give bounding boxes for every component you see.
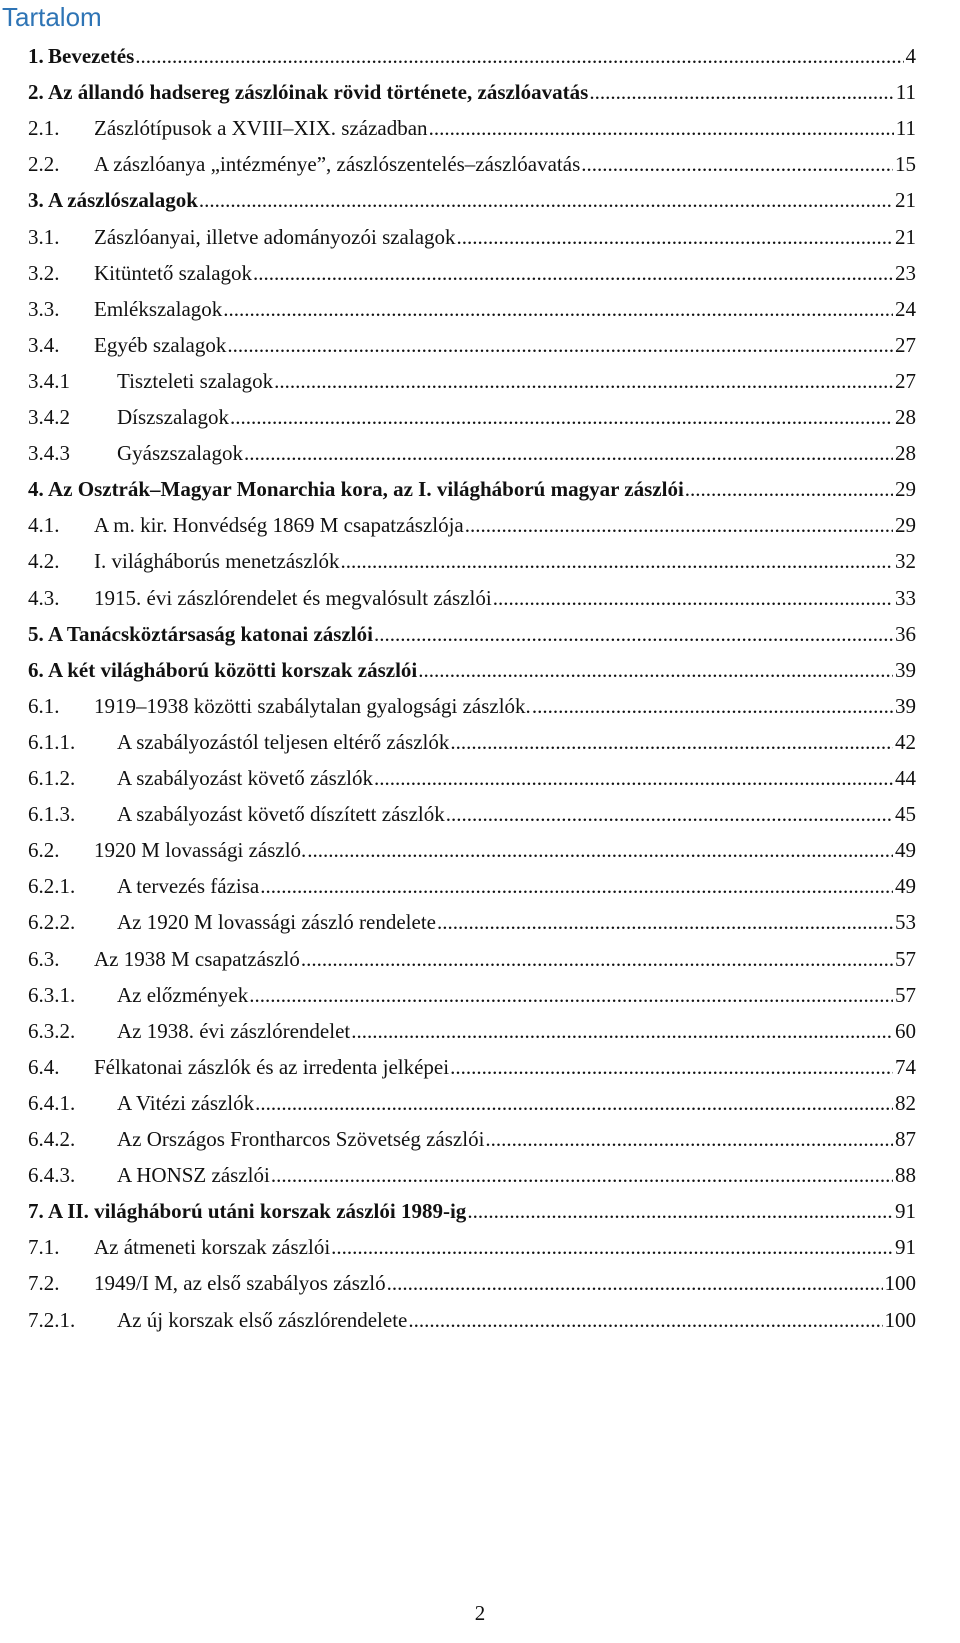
toc-entry-line xyxy=(117,977,916,1013)
toc-entry-number: 7.2. xyxy=(28,1271,60,1296)
toc-entry[interactable] xyxy=(0,1265,960,1301)
toc-entry-number: 6.4.2. xyxy=(28,1127,76,1151)
toc-entry-number: 3.4.2 xyxy=(28,405,70,429)
toc-entry-line xyxy=(48,74,916,110)
toc-entry-line xyxy=(94,543,916,579)
toc-entry-number: 6.1. xyxy=(28,693,60,718)
toc-entry-number: 5. xyxy=(28,621,44,646)
toc-entry-number: 6.1.1. xyxy=(28,729,76,754)
toc-entry[interactable] xyxy=(0,255,960,291)
toc-dot-leader xyxy=(260,868,893,904)
toc-dot-leader xyxy=(271,1157,893,1193)
toc-entry-number: 6. xyxy=(28,657,44,682)
toc-entry-number: 6.4. xyxy=(28,1054,60,1079)
toc-entry-title: 1919–1938 közötti szabálytalan gyalogsági zászlók. xyxy=(94,693,531,718)
toc-entry-line xyxy=(48,652,916,688)
toc-dot-leader xyxy=(467,1193,893,1229)
toc-entry-line xyxy=(117,796,916,832)
toc-dot-leader xyxy=(418,652,893,688)
toc-entry[interactable] xyxy=(0,38,960,74)
toc-entry-page: 45 xyxy=(895,802,916,827)
toc-dot-leader xyxy=(253,255,893,291)
toc-entry-page: 91 xyxy=(895,1199,916,1224)
toc-entry-title: A Vitézi zászlók xyxy=(117,1090,255,1115)
toc-entry-number: 1. xyxy=(28,44,44,68)
toc-dot-leader xyxy=(341,543,894,579)
toc-entry-title: Az 1938 M csapatzászló xyxy=(94,946,300,971)
toc-entry-line xyxy=(94,327,916,363)
toc-entry-page: 27 xyxy=(895,368,916,393)
toc-dot-leader xyxy=(589,74,893,110)
toc-entry-page: 42 xyxy=(895,729,916,754)
toc-entry[interactable] xyxy=(0,868,960,904)
toc-entry-line xyxy=(117,904,916,940)
toc-entry-number: 4.3. xyxy=(28,585,60,610)
toc-entry-number: 3. xyxy=(28,188,44,213)
toc-entry-page: 100 xyxy=(884,1271,916,1296)
toc-entry-number: 3.4.1 xyxy=(28,368,70,393)
toc-dot-leader xyxy=(135,38,903,74)
toc-entry[interactable] xyxy=(0,977,960,1013)
toc-dot-leader xyxy=(351,1013,893,1049)
toc-entry[interactable] xyxy=(0,1302,960,1338)
toc-entry-page: 44 xyxy=(895,766,916,790)
toc-entry-title: A szabályozást követő zászlók xyxy=(117,766,373,790)
toc-dot-leader xyxy=(408,1302,882,1338)
toc-entry-title: A zászlószalagok xyxy=(48,188,198,213)
toc-entry-title: Zászlótípusok a XVIII–XIX. században xyxy=(94,116,428,141)
toc-entry-page: 27 xyxy=(895,332,916,357)
toc-entry-title: A Tanácsköztársaság katonai zászlói xyxy=(48,621,373,646)
toc-entry[interactable] xyxy=(0,399,960,435)
toc-entry-line xyxy=(94,255,916,291)
toc-dot-leader xyxy=(446,796,893,832)
toc-entry-number: 3.1. xyxy=(28,224,60,249)
toc-entry[interactable] xyxy=(0,182,960,218)
toc-entry-page: 11 xyxy=(895,116,916,141)
toc-entry-line xyxy=(117,399,916,435)
toc-dot-leader xyxy=(249,977,893,1013)
toc-entry-line xyxy=(94,580,916,616)
toc-dot-leader xyxy=(331,1229,893,1265)
toc-entry-line xyxy=(117,363,916,399)
toc-entry-page: 91 xyxy=(895,1235,916,1260)
toc-entry-title: Az 1920 M lovassági zászló rendelete xyxy=(117,910,436,935)
toc-entry[interactable] xyxy=(0,724,960,760)
toc-dot-leader xyxy=(437,904,893,940)
toc-entry-title: Az Országos Frontharcos Szövetség zászlói xyxy=(117,1127,485,1151)
toc-entry-title: Az átmeneti korszak zászlói xyxy=(94,1235,331,1260)
toc-entry-line xyxy=(94,219,916,255)
toc-dot-leader xyxy=(374,760,893,796)
toc-entry-title: Félkatonai zászlók és az irredenta jelképei xyxy=(94,1054,450,1079)
toc-entry-title: Az Osztrák–Magyar Monarchia kora, az I. világháború magyar zászlói xyxy=(48,477,684,502)
toc-entry-title: A HONSZ zászlói xyxy=(117,1163,270,1188)
toc-entry-number: 6.3. xyxy=(28,946,60,971)
toc-dot-leader xyxy=(485,1121,893,1157)
toc-dot-leader xyxy=(581,146,893,182)
toc-entry-title: A szabályozást követő díszített zászlók xyxy=(117,802,445,827)
toc-dot-leader xyxy=(307,832,893,868)
toc-entry-title: A tervezés fázisa xyxy=(117,874,260,899)
toc-entry[interactable] xyxy=(0,1157,960,1193)
toc-entry-title: Zászlóanyai, illetve adományozói szalagok xyxy=(94,224,456,249)
toc-dot-leader xyxy=(244,435,893,471)
toc-dot-leader xyxy=(387,1265,883,1301)
toc-entry-page: 57 xyxy=(895,946,916,971)
toc-entry-number: 2.2. xyxy=(28,152,60,177)
toc-entry-line xyxy=(94,291,916,327)
toc-entry-line xyxy=(94,110,916,146)
toc-entry-line xyxy=(117,1013,916,1049)
toc-entry-number: 6.3.2. xyxy=(28,1018,76,1043)
toc-entry-title: Az állandó hadsereg zászlóinak rövid története, zászlóavatás xyxy=(48,80,589,105)
toc-entry-line xyxy=(94,146,916,182)
toc-entry-line xyxy=(94,832,916,868)
toc-entry-title: 1949/I M, az első szabályos zászló xyxy=(94,1271,386,1296)
toc-entry[interactable] xyxy=(0,1085,960,1121)
toc-entry-title: Az előzmények xyxy=(117,982,249,1007)
toc-entry-page: 88 xyxy=(895,1163,916,1188)
toc-entry[interactable] xyxy=(0,941,960,977)
toc-dot-leader xyxy=(374,616,893,652)
toc-entry-number: 4.1. xyxy=(28,513,60,538)
toc-entry-title: Kitüntető szalagok xyxy=(94,260,253,285)
toc-entry-page: 23 xyxy=(895,260,916,285)
toc-entry[interactable] xyxy=(0,507,960,543)
toc-entry-number: 7.1. xyxy=(28,1235,60,1260)
toc-entry-line xyxy=(94,1265,916,1301)
toc-entry[interactable] xyxy=(0,1013,960,1049)
toc-entry-title: 1915. évi zászlórendelet és megvalósult zászlói xyxy=(94,585,492,610)
toc-entry-title: A két világháború közötti korszak zászlói xyxy=(48,657,418,682)
toc-dot-leader xyxy=(429,110,894,146)
toc-entry-number: 3.4.3 xyxy=(28,441,70,466)
toc-entry-line xyxy=(94,1229,916,1265)
toc-entry-title: 1920 M lovassági zászló. xyxy=(94,838,307,863)
toc-dot-leader xyxy=(457,219,893,255)
toc-entry-page: 29 xyxy=(895,513,916,538)
toc-entry[interactable] xyxy=(0,652,960,688)
toc-entry-number: 4. xyxy=(28,477,44,502)
toc-entry-number: 6.2.1. xyxy=(28,874,76,899)
toc-entry[interactable] xyxy=(0,904,960,940)
toc-entry-number: 4.2. xyxy=(28,549,60,574)
toc-entry-page: 21 xyxy=(895,224,916,249)
page-number: 2 xyxy=(474,1601,486,1625)
toc-entry-page: 82 xyxy=(895,1090,916,1115)
toc-entry[interactable] xyxy=(0,580,960,616)
toc-entry[interactable] xyxy=(0,110,960,146)
toc-entry-number: 6.4.3. xyxy=(28,1163,76,1188)
toc-dot-leader xyxy=(255,1085,893,1121)
toc-dot-leader xyxy=(450,724,893,760)
toc-entry-line xyxy=(117,868,916,904)
toc-dot-leader xyxy=(223,291,893,327)
toc-entry-number: 6.4.1. xyxy=(28,1090,76,1115)
toc-entry-page: 4 xyxy=(905,44,916,68)
toc-entry-title: A m. kir. Honvédség 1869 M csapatzászlója xyxy=(94,513,464,538)
toc-entry-line xyxy=(94,688,916,724)
toc-entry-number: 6.1.2. xyxy=(28,766,76,790)
toc-entry-number: 2.1. xyxy=(28,116,60,141)
toc-entry[interactable] xyxy=(0,543,960,579)
toc-entry-page: 29 xyxy=(895,477,916,502)
toc-entry-number: 7. xyxy=(28,1199,44,1224)
toc-dot-leader xyxy=(532,688,893,724)
toc-entry-line xyxy=(94,1049,916,1085)
toc-dot-leader xyxy=(465,507,893,543)
toc-entry-title: A szabályozástól teljesen eltérő zászlók xyxy=(117,729,450,754)
toc-entry[interactable] xyxy=(0,219,960,255)
toc-entry-title: A II. világháború utáni korszak zászlói 1989-ig xyxy=(48,1199,467,1224)
toc-dot-leader xyxy=(450,1049,893,1085)
toc-entry[interactable] xyxy=(0,1193,960,1229)
toc-entry-page: 28 xyxy=(895,405,916,429)
toc-entry-line xyxy=(117,724,916,760)
toc-entry-page: 100 xyxy=(884,1307,916,1332)
toc-entry-line xyxy=(94,507,916,543)
toc-entry-title: Díszszalagok xyxy=(117,405,229,429)
toc-dot-leader xyxy=(199,182,893,218)
toc-entry-line xyxy=(48,1193,916,1229)
toc-entry-page: 28 xyxy=(895,441,916,466)
toc-dot-leader xyxy=(230,399,893,435)
toc-dot-leader xyxy=(274,363,893,399)
toc-entry[interactable] xyxy=(0,796,960,832)
toc-entry-page: 36 xyxy=(895,621,916,646)
toc-entry-page: 39 xyxy=(895,657,916,682)
toc-entry-page: 53 xyxy=(895,910,916,935)
toc-entry-line xyxy=(48,616,916,652)
toc-entry[interactable] xyxy=(0,146,960,182)
toc-entry-line xyxy=(117,1085,916,1121)
toc-entry-title: Tiszteleti szalagok xyxy=(117,368,274,393)
toc-entry-page: 32 xyxy=(895,549,916,574)
toc-dot-leader xyxy=(301,941,893,977)
toc-entry-number: 3.3. xyxy=(28,296,60,321)
toc-entry[interactable] xyxy=(0,1229,960,1265)
toc-entry-number: 6.1.3. xyxy=(28,802,76,827)
toc-entry[interactable] xyxy=(0,832,960,868)
toc-entry-page: 39 xyxy=(895,693,916,718)
toc-entry[interactable] xyxy=(0,435,960,471)
toc-entry[interactable] xyxy=(0,74,960,110)
toc-entry-title: Bevezetés xyxy=(48,44,135,68)
toc-entry-title: I. világháborús menetzászlók xyxy=(94,549,340,574)
toc-entry-title: Gyászszalagok xyxy=(117,441,243,466)
toc-entry-line xyxy=(94,941,916,977)
toc-entry-number: 2. xyxy=(28,80,44,105)
toc-entry-page: 15 xyxy=(895,152,916,177)
toc-dot-leader xyxy=(227,327,893,363)
toc-entry-title: Egyéb szalagok xyxy=(94,332,227,357)
toc-entry-title: A zászlóanya „intézménye”, zászlószentelés–zászlóavatás xyxy=(94,152,581,177)
toc-entry-page: 21 xyxy=(895,188,916,213)
toc-entry-number: 7.2.1. xyxy=(28,1307,76,1332)
toc-entry-line xyxy=(48,38,916,74)
toc-entry[interactable] xyxy=(0,291,960,327)
toc-entry-line xyxy=(48,182,916,218)
toc-entry[interactable] xyxy=(0,688,960,724)
toc-entry-number: 6.2.2. xyxy=(28,910,76,935)
toc-entry[interactable] xyxy=(0,1121,960,1157)
toc-entry-number: 6.3.1. xyxy=(28,982,76,1007)
toc-entry[interactable] xyxy=(0,1049,960,1085)
toc-heading: Tartalom xyxy=(2,2,102,32)
toc-entry-number: 3.2. xyxy=(28,260,60,285)
toc-entry-line xyxy=(48,471,916,507)
toc-entry[interactable] xyxy=(0,363,960,399)
toc-entry-line xyxy=(117,435,916,471)
toc-entry-page: 87 xyxy=(895,1127,916,1151)
toc-entry-line xyxy=(117,760,916,796)
toc-entry-page: 57 xyxy=(895,982,916,1007)
toc-entry[interactable] xyxy=(0,760,960,796)
toc-entry[interactable] xyxy=(0,471,960,507)
toc-entry-line xyxy=(117,1121,916,1157)
toc-entry-page: 74 xyxy=(895,1054,916,1079)
toc-entry[interactable] xyxy=(0,616,960,652)
toc-entry-page: 60 xyxy=(895,1018,916,1043)
toc-dot-leader xyxy=(685,471,893,507)
toc-entry-line xyxy=(117,1157,916,1193)
toc-entry-title: Az 1938. évi zászlórendelet xyxy=(117,1018,351,1043)
toc-dot-leader xyxy=(493,580,893,616)
toc-entry[interactable] xyxy=(0,327,960,363)
toc-entry-page: 49 xyxy=(895,874,916,899)
toc-entry-page: 24 xyxy=(895,296,916,321)
toc-entry-page: 33 xyxy=(895,585,916,610)
toc-entry-page: 11 xyxy=(895,80,916,105)
toc-entry-line xyxy=(117,1302,916,1338)
toc-entry-number: 6.2. xyxy=(28,838,60,863)
toc-entry-title: Az új korszak első zászlórendelete xyxy=(117,1307,408,1332)
toc-entry-title: Emlékszalagok xyxy=(94,296,223,321)
toc-entry-page: 49 xyxy=(895,838,916,863)
toc-entry-number: 3.4. xyxy=(28,332,60,357)
